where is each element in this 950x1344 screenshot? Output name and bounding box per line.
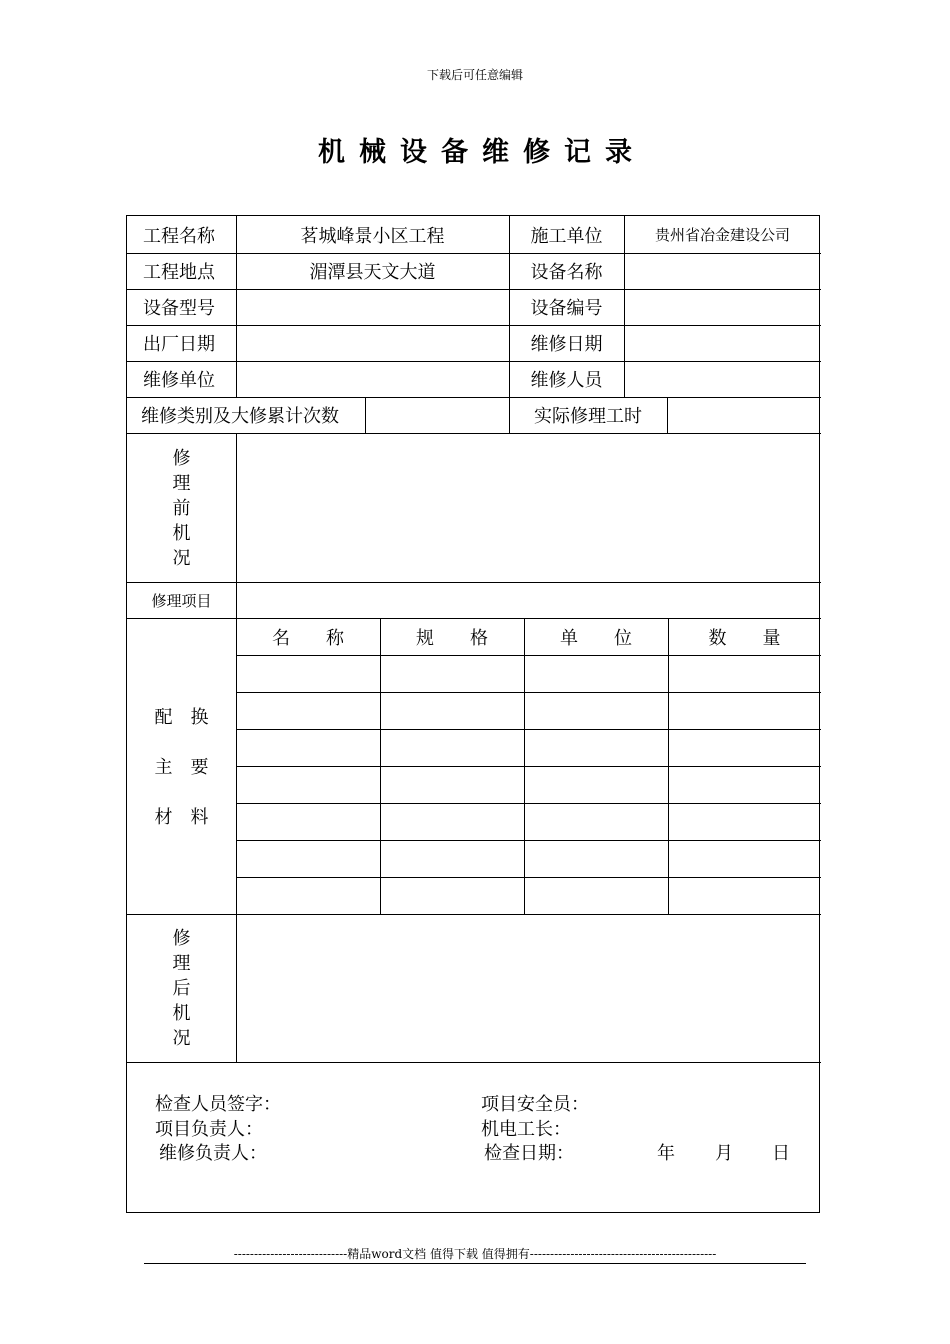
material-col-divider — [668, 618, 669, 914]
col-divider — [236, 433, 237, 1062]
equipment-model-label: 设备型号 — [143, 298, 215, 319]
material-row-divider — [236, 766, 821, 767]
row-divider — [127, 433, 821, 434]
document-title: 机械设备维修记录 — [318, 137, 646, 168]
after-repair-char: 修 — [172, 928, 191, 949]
date-day-label: 日 — [772, 1143, 790, 1164]
date-month-label: 月 — [715, 1143, 733, 1164]
after-repair-char: 况 — [172, 1028, 191, 1049]
repair-record-form — [126, 215, 820, 1213]
col-divider — [667, 397, 668, 433]
repair-unit-label: 维修单位 — [143, 370, 215, 391]
material-row-divider — [236, 877, 821, 878]
before-repair-char: 修 — [172, 448, 191, 469]
after-repair-char: 机 — [172, 1003, 191, 1024]
after-repair-label — [127, 926, 236, 1051]
project-name-label: 工程名称 — [143, 225, 215, 247]
repair-staff-label: 维修人员 — [530, 370, 603, 391]
material-row-divider — [236, 840, 821, 841]
project-manager-label: 项目负责人： — [155, 1119, 263, 1140]
material-col-divider — [524, 618, 525, 914]
repair-date-label: 维修日期 — [530, 334, 603, 355]
electrician-lead-label: 机电工长： — [481, 1119, 571, 1140]
footer-note: ----------------------------精品word文档 值得下载 值得拥有---------------------------------------------- — [233, 1247, 717, 1261]
repair-manager-label: 维修负责人： — [159, 1143, 267, 1164]
materials-label-line: 材 料 — [154, 807, 209, 828]
equipment-name-label: 设备名称 — [530, 262, 603, 283]
safety-officer-label: 项目安全员： — [481, 1094, 589, 1115]
before-repair-char: 况 — [172, 548, 191, 569]
project-site-label: 工程地点 — [143, 262, 215, 283]
material-column-header: 规 格 — [416, 627, 488, 649]
inspection-date-label: 检查日期： — [484, 1143, 574, 1164]
material-column-header: 单 位 — [560, 627, 632, 649]
project-site-value: 湄潭县天文大道 — [309, 262, 436, 283]
material-col-divider — [380, 618, 381, 914]
before-repair-label — [127, 446, 236, 571]
row-divider — [127, 914, 821, 915]
materials-label-line: 配 换 — [154, 707, 209, 728]
material-row-divider — [236, 655, 821, 656]
after-repair-char: 理 — [172, 953, 191, 974]
before-repair-char: 理 — [172, 473, 191, 494]
factory-date-label: 出厂日期 — [143, 334, 215, 355]
actual-hours-label: 实际修理工时 — [534, 406, 642, 427]
material-column-header: 名 称 — [272, 627, 344, 649]
col-divider — [365, 397, 366, 433]
material-column-header: 数 量 — [708, 627, 781, 649]
equipment-number-label: 设备编号 — [530, 298, 603, 319]
footer-rule — [144, 1263, 806, 1264]
material-row-divider — [236, 692, 821, 693]
repair-items-label: 修理项目 — [151, 591, 212, 610]
repair-category-label: 维修类别及大修累计次数 — [141, 406, 339, 427]
inspector-signature-label: 检查人员签字： — [155, 1094, 281, 1115]
contractor-label: 施工单位 — [530, 225, 603, 247]
row-divider — [127, 1062, 821, 1063]
before-repair-char: 前 — [172, 498, 191, 519]
contractor-value: 贵州省冶金建设公司 — [654, 226, 790, 244]
material-row-divider — [236, 803, 821, 804]
date-year-label: 年 — [657, 1143, 675, 1164]
material-row-divider — [236, 729, 821, 730]
header-note: 下载后可任意编辑 — [426, 68, 523, 82]
materials-label-line: 主 要 — [154, 757, 209, 778]
project-name-value: 茗城峰景小区工程 — [300, 225, 445, 247]
before-repair-char: 机 — [172, 523, 191, 544]
after-repair-char: 后 — [172, 978, 191, 999]
